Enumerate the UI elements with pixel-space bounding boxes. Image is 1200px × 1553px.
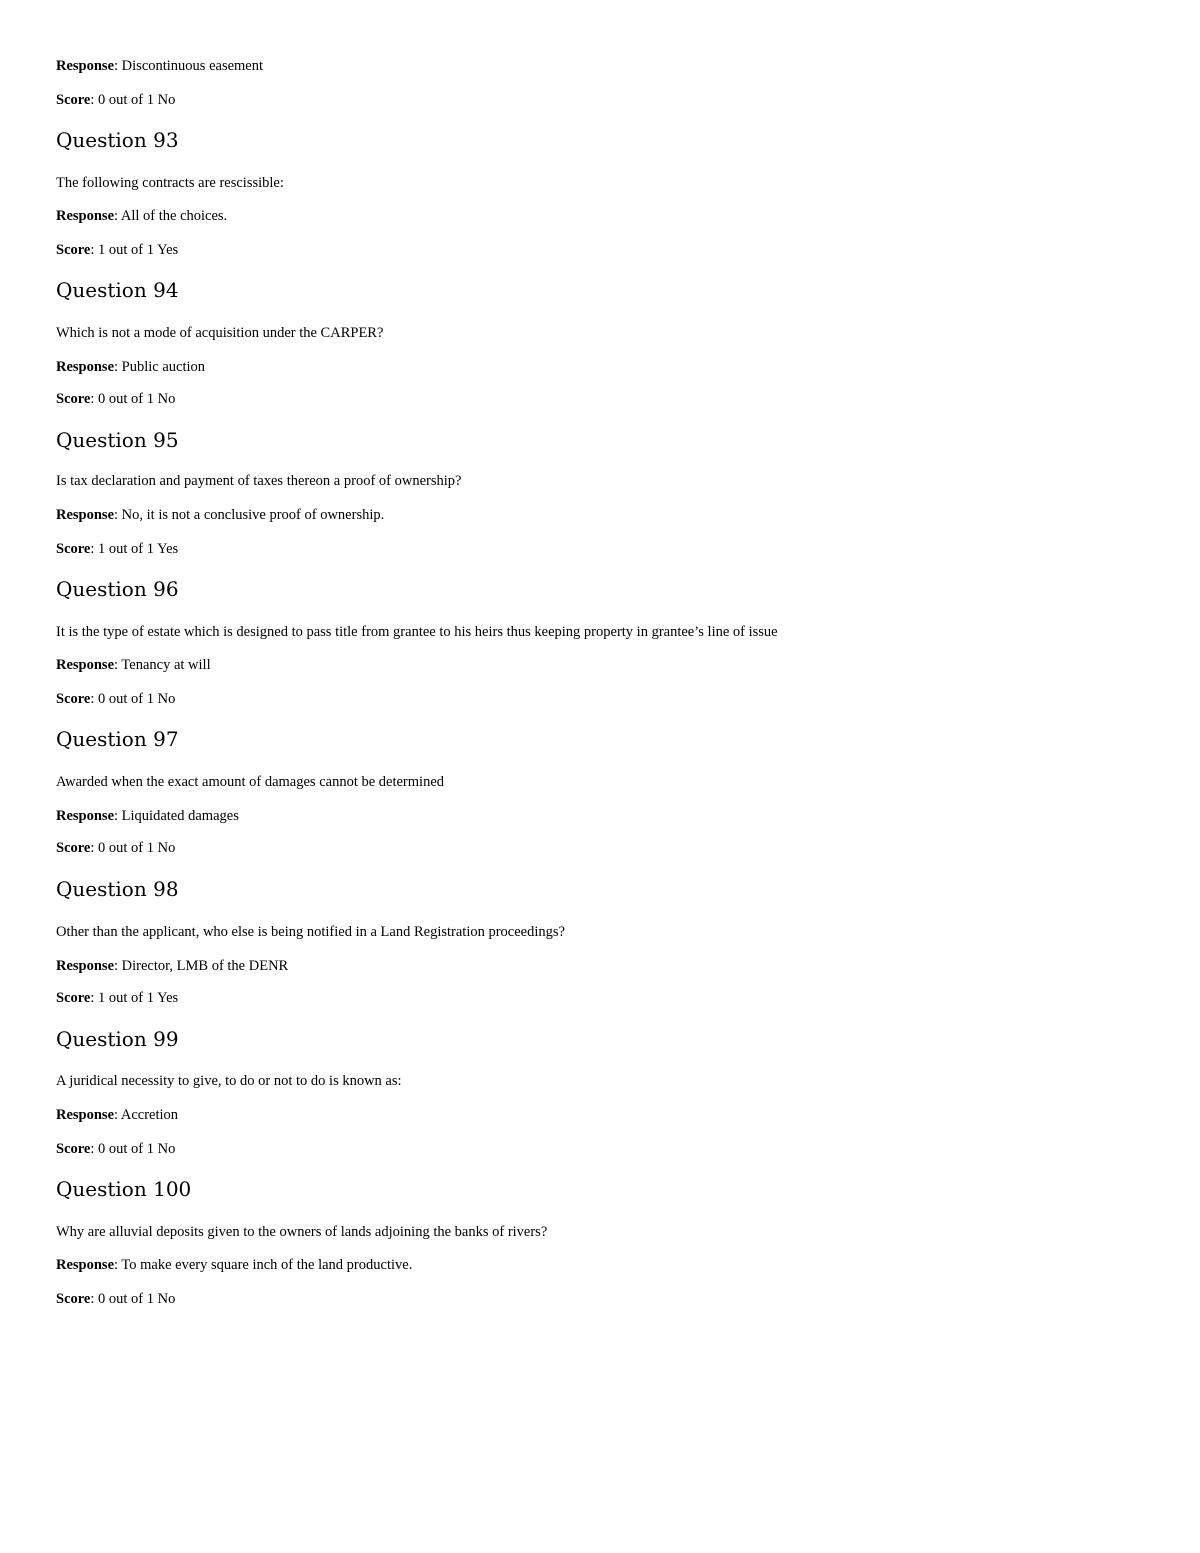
response-text: No, it is not a conclusive proof of ownership.: [121, 507, 385, 523]
response-label: Response: [56, 657, 115, 673]
score-text: 0 out of 1 No: [98, 840, 176, 856]
response-line: Response: Tenancy at will: [56, 657, 211, 673]
response-text: Tenancy at will: [121, 657, 211, 673]
response-label: Response: [56, 58, 115, 74]
question-heading: Question 99: [56, 1027, 179, 1051]
response-line: Response: To make every square inch of the land productive.: [56, 1257, 413, 1273]
score-line: Score: 0 out of 1 No: [56, 691, 176, 707]
response-text: Liquidated damages: [121, 808, 239, 824]
question-heading: Question 96: [56, 577, 179, 601]
response-text: Accretion: [120, 1107, 179, 1123]
score-text: 0 out of 1 No: [98, 1141, 176, 1157]
question-prompt: Other than the applicant, who else is being notified in a Land Registration proceedings?: [56, 924, 565, 940]
question-heading: Question 93: [56, 128, 179, 152]
score-label: Score: [56, 691, 91, 707]
response-text: Public auction: [121, 359, 206, 375]
score-line: Score: 1 out of 1 Yes: [56, 242, 179, 258]
intro-score-line: Score: 0 out of 1 No: [56, 92, 176, 108]
score-label: Score: [56, 92, 91, 108]
response-line: Response: Accretion: [56, 1107, 179, 1123]
question-prompt: Awarded when the exact amount of damages cannot be determined: [56, 774, 445, 790]
response-label: Response: [56, 808, 115, 824]
question-prompt: It is the type of estate which is designed to pass title from grantee to his heirs thus keeping property in grantee’s line of issue: [56, 624, 778, 640]
question-prompt: Why are alluvial deposits given to the owners of lands adjoining the banks of rivers?: [56, 1224, 548, 1240]
response-text: Director, LMB of the DENR: [121, 958, 289, 974]
response-text: All of the choices.: [120, 208, 228, 224]
score-text: 1 out of 1 Yes: [98, 990, 179, 1006]
score-text: 1 out of 1 Yes: [98, 242, 179, 258]
response-line: Response: Public auction: [56, 359, 206, 375]
score-label: Score: [56, 541, 91, 557]
score-label: Score: [56, 840, 91, 856]
score-line: Score: 1 out of 1 Yes: [56, 990, 179, 1006]
question-heading: Question 100: [56, 1177, 192, 1201]
score-label: Score: [56, 990, 91, 1006]
score-label: Score: [56, 1141, 91, 1157]
question-heading: Question 94: [56, 278, 179, 302]
question-prompt: A juridical necessity to give, to do or not to do is known as:: [56, 1073, 402, 1089]
question-prompt: Is tax declaration and payment of taxes thereon a proof of ownership?: [56, 473, 462, 489]
score-text: 0 out of 1 No: [98, 391, 176, 407]
score-text: 1 out of 1 Yes: [98, 541, 179, 557]
question-heading: Question 97: [56, 727, 179, 751]
score-line: Score: 0 out of 1 No: [56, 1291, 176, 1307]
score-label: Score: [56, 1291, 91, 1307]
question-heading: Question 95: [56, 428, 179, 452]
response-text: To make every square inch of the land productive.: [121, 1257, 413, 1273]
response-line: Response: Director, LMB of the DENR: [56, 958, 289, 974]
score-line: Score: 0 out of 1 No: [56, 840, 176, 856]
question-prompt: Which is not a mode of acquisition under the CARPER?: [56, 325, 384, 341]
score-line: Score: 0 out of 1 No: [56, 391, 176, 407]
response-label: Response: [56, 1107, 115, 1123]
question-prompt: The following contracts are rescissible:: [56, 175, 284, 191]
score-line: Score: 1 out of 1 Yes: [56, 541, 179, 557]
score-label: Score: [56, 242, 91, 258]
intro-response-line: Response: Discontinuous easement: [56, 58, 264, 74]
response-label: Response: [56, 958, 115, 974]
response-label: Response: [56, 1257, 115, 1273]
response-line: Response: Liquidated damages: [56, 808, 239, 824]
score-label: Score: [56, 391, 91, 407]
response-line: Response: No, it is not a conclusive proof of ownership.: [56, 507, 385, 523]
response-text: Discontinuous easement: [121, 58, 264, 74]
score-line: Score: 0 out of 1 No: [56, 1141, 176, 1157]
response-label: Response: [56, 359, 115, 375]
response-label: Response: [56, 208, 115, 224]
question-heading: Question 98: [56, 877, 179, 901]
response-line: Response: All of the choices.: [56, 208, 228, 224]
score-text: 0 out of 1 No: [98, 691, 176, 707]
response-label: Response: [56, 507, 115, 523]
score-text: 0 out of 1 No: [98, 1291, 176, 1307]
score-text: 0 out of 1 No: [98, 92, 176, 108]
